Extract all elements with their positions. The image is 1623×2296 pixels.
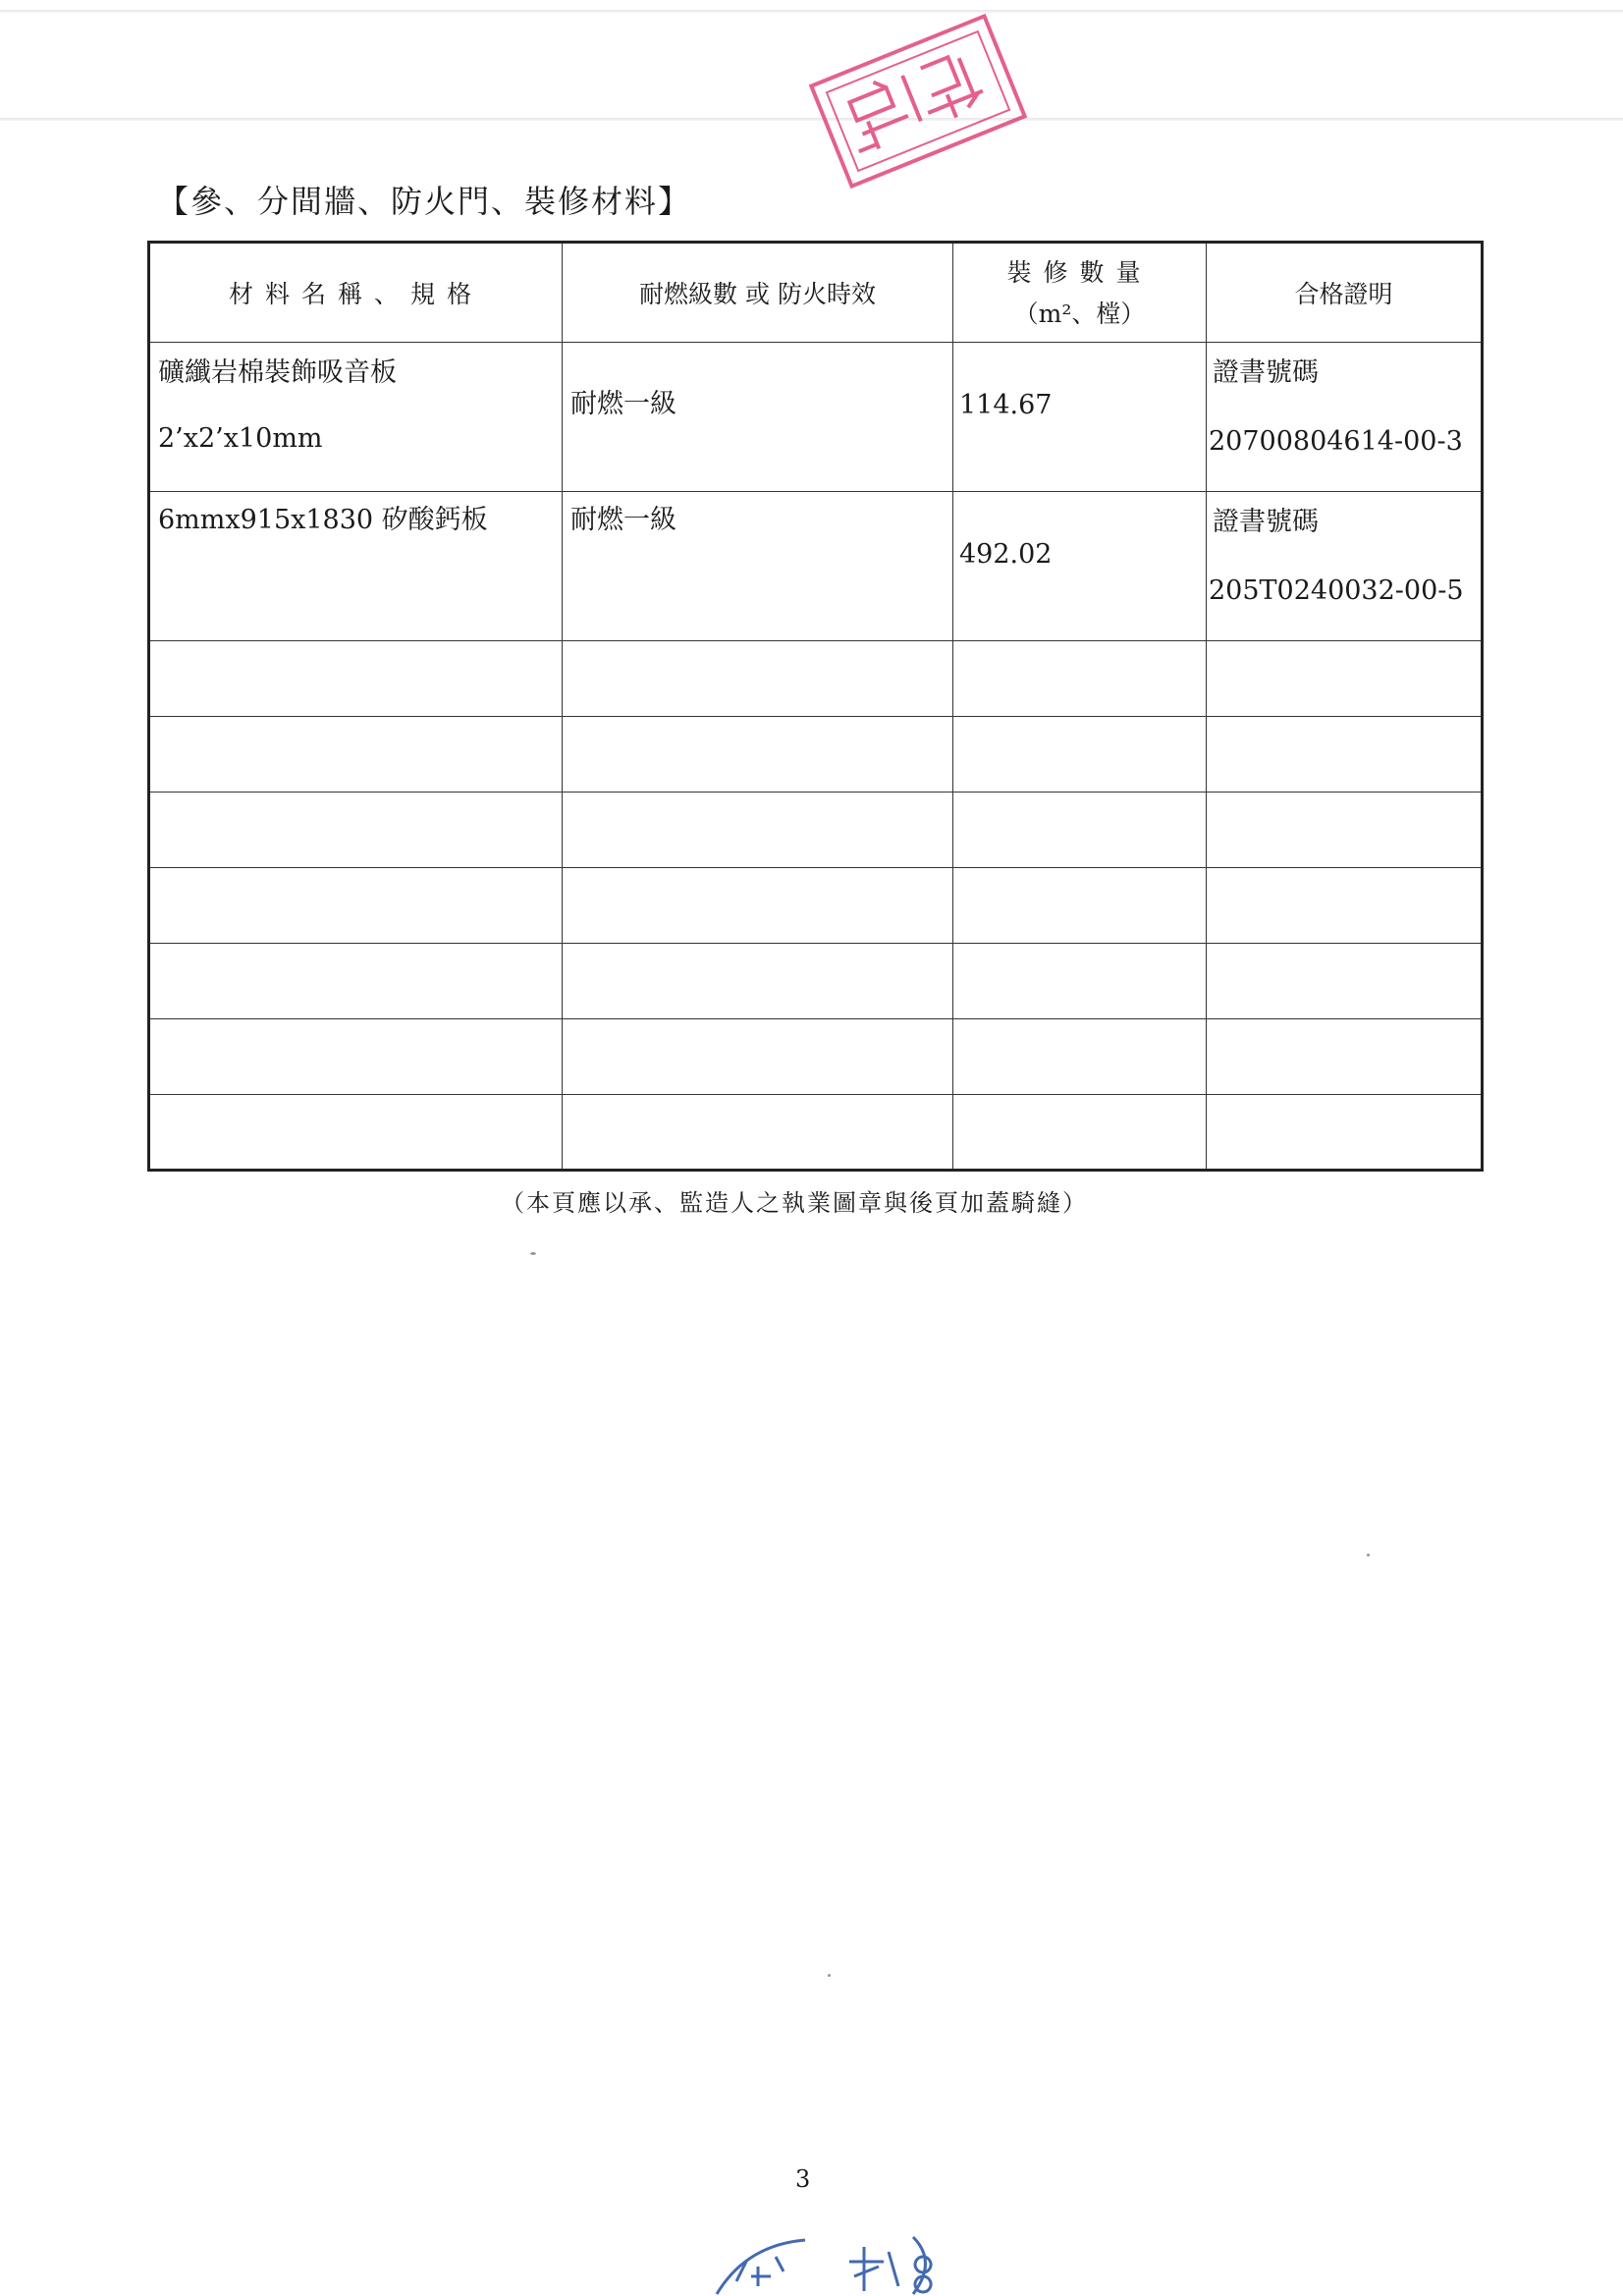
table-row-empty <box>149 1019 1483 1095</box>
empty-cell <box>149 944 563 1019</box>
section-title: 【參、分間牆、防火門、裝修材料】 <box>157 183 692 220</box>
footnote: （本頁應以承、監造人之執業圖章與後頁加蓋騎縫） <box>501 1189 1088 1217</box>
table-row-empty <box>149 1095 1483 1171</box>
empty-cell <box>563 793 953 868</box>
table-row <box>149 343 1483 492</box>
scan-speck <box>530 1252 536 1255</box>
cert-number: 20700804614-00-3 <box>1209 426 1463 457</box>
empty-cell <box>563 1019 953 1095</box>
scan-speck <box>1367 1554 1370 1557</box>
cell-fire-rating <box>563 343 953 492</box>
cell-certificate <box>1207 343 1483 492</box>
material-spec: 2’x2’x10mm <box>158 423 323 454</box>
materials-table <box>147 241 1484 1172</box>
empty-cell <box>1207 868 1483 944</box>
header-certificate: 合格證明 <box>1207 243 1483 343</box>
empty-cell <box>563 944 953 1019</box>
cert-label: 證書號碼 <box>1213 507 1319 537</box>
empty-cell <box>563 868 953 944</box>
fire-rating-value: 耐燃一級 <box>570 505 676 535</box>
material-name: 礦纖岩棉裝飾吸音板 <box>158 357 397 388</box>
table-row-empty <box>149 793 1483 868</box>
empty-cell <box>149 868 563 944</box>
cell-certificate <box>1207 492 1483 641</box>
quantity-value: 114.67 <box>959 390 1053 420</box>
cell-quantity <box>953 492 1207 641</box>
empty-cell <box>563 717 953 793</box>
cell-name-spec <box>149 343 563 492</box>
scan-speck <box>828 1974 831 1977</box>
empty-cell <box>149 717 563 793</box>
empty-cell <box>149 1019 563 1095</box>
red-seal-stamp <box>785 8 1051 194</box>
empty-cell <box>953 944 1207 1019</box>
cell-name-spec <box>149 492 563 641</box>
table-row-empty <box>149 944 1483 1019</box>
header-quantity-label: 裝修數量 <box>1006 258 1153 287</box>
cell-quantity <box>953 343 1207 492</box>
empty-cell <box>1207 1019 1483 1095</box>
empty-cell <box>1207 944 1483 1019</box>
cell-fire-rating <box>563 492 953 641</box>
fire-rating-value: 耐燃一級 <box>570 389 676 419</box>
header-quantity-unit: （m²、樘） <box>1013 300 1146 328</box>
blue-seal-stamp <box>697 2227 992 2296</box>
table-row-empty <box>149 717 1483 793</box>
empty-cell <box>953 1019 1207 1095</box>
header-name-spec: 材料名稱、規格 <box>149 243 563 343</box>
empty-cell <box>149 793 563 868</box>
empty-cell <box>953 1095 1207 1171</box>
empty-cell <box>149 1095 563 1171</box>
table-row-empty <box>149 641 1483 717</box>
material-name: 6mmx915x1830 矽酸鈣板 <box>158 505 488 535</box>
empty-cell <box>953 641 1207 717</box>
empty-cell <box>1207 717 1483 793</box>
table-header-row <box>149 243 1483 343</box>
header-fire-rating: 耐燃級數 或 防火時效 <box>563 243 953 343</box>
empty-cell <box>953 717 1207 793</box>
cert-number: 205T0240032-00-5 <box>1209 575 1464 606</box>
header-quantity <box>953 243 1207 343</box>
table-row-empty <box>149 868 1483 944</box>
empty-cell <box>1207 641 1483 717</box>
empty-cell <box>953 868 1207 944</box>
table-row <box>149 492 1483 641</box>
empty-cell <box>953 793 1207 868</box>
empty-cell <box>563 1095 953 1171</box>
empty-cell <box>149 641 563 717</box>
page-number: 3 <box>795 2165 811 2193</box>
empty-cell <box>1207 793 1483 868</box>
empty-cell <box>563 641 953 717</box>
quantity-value: 492.02 <box>959 539 1053 570</box>
empty-cell <box>1207 1095 1483 1171</box>
cert-label: 證書號碼 <box>1213 357 1319 388</box>
